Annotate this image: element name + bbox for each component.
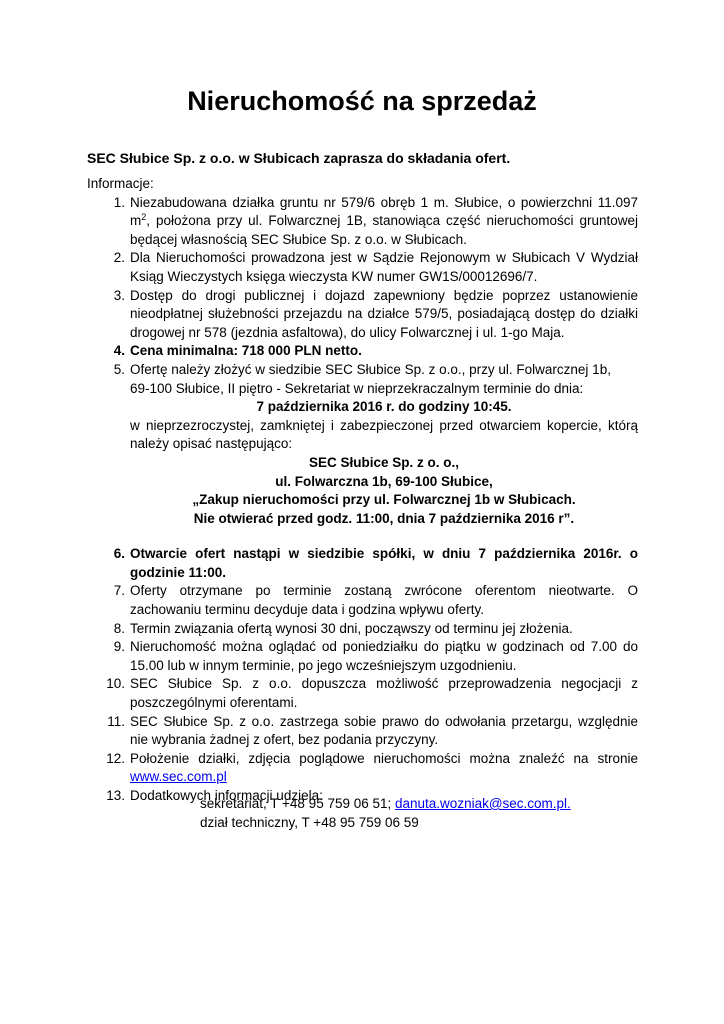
list-item	[87, 713, 638, 750]
contact-secretariat: sekretariat, T +48 95 759 06 51; danuta.wozniak@sec.com.pl.	[200, 796, 571, 811]
email-link[interactable]: danuta.wozniak@sec.com.pl.	[395, 796, 571, 811]
list-item	[87, 287, 638, 343]
list-item	[87, 750, 638, 787]
info-list	[87, 194, 638, 806]
website-link[interactable]: www.sec.com.pl	[130, 769, 227, 785]
item-number: 4.	[113, 343, 125, 359]
item-number: 7.	[113, 583, 125, 599]
deadline: 7 października 2016 r. do godziny 10:45.	[256, 399, 512, 415]
list-item	[87, 620, 638, 639]
item-text: SEC Słubice Sp. z o.o. zastrzega sobie prawo do odwołania przetargu, względnie nie wybrania żadnej z ofert, bez podania przyczyny.	[130, 713, 638, 748]
page-title: Nieruchomość na sprzedaż	[187, 86, 537, 116]
item-number: 1.	[113, 194, 125, 210]
item-number: 12.	[106, 750, 125, 766]
item-text: Termin związania ofertą wynosi 30 dni, począwszy od terminu jej złożenia.	[130, 620, 573, 636]
intro-label: Informacje:	[87, 176, 154, 191]
item-text: Dla Nieruchomości prowadzona jest w Sądzie Rejonowym w Słubicach V Wydział Ksiąg Wieczystych księga wieczysta KW numer GW1S/00012696/7.	[130, 250, 638, 284]
list-item	[87, 249, 638, 286]
envelope-line: Nie otwierać przed godz. 11:00, dnia 7 października 2016 r”.	[193, 510, 575, 526]
item-text: Ofertę należy złożyć w siedzibie SEC Słubice Sp. z o.o., przy ul. Folwarcznej 1b, 69-100 Słubice, II piętro - Sekretariat w nieprzekraczalnym terminie do dnia: 7 października 2016 r. do godziny 10:45. w nieprzezroczystej, zamkniętej i zabezpieczonej przed otwarciem kopercie, którą należy opisać następująco: SEC Słubice Sp. z o. o., ul. Folwarczna 1b, 69-100 Słubice, „Zakup nieruchomości przy ul. Folwarcznej 1b w Słubicach. Nie otwierać przed godz. 11:00, dnia 7 października 2016 r”.	[130, 361, 638, 545]
list-item	[87, 675, 638, 712]
item-text: Niezabudowana działka gruntu nr 579/6 obręb 1 m. Słubice, o powierzchni 11.097 $m^2$, położona przy ul. Folwarcznej 1B, stanowiąca część nieruchomości gruntowej będącej własnością SEC Słubice Sp. z o.o. w Słubicach.	[130, 194, 638, 247]
item-number: 3.	[113, 287, 125, 303]
minimum-price: Cena minimalna: 718 000 PLN netto.	[130, 343, 362, 359]
item-number: 8.	[113, 620, 125, 636]
item-text: Otwarcie ofert nastąpi w siedzibie spółki, w dniu 7 października 2016r. o godzinie 11:00.	[130, 546, 638, 580]
item-text: Nieruchomość można oglądać od poniedziałku do piątku w godzinach od 7.00 do 15.00 lub w innym terminie, po jego wcześniejszym uzgodnieniu.	[130, 639, 638, 673]
envelope-line: ul. Folwarczna 1b, 69-100 Słubice,	[275, 473, 493, 489]
item-text: Położenie działki, zdjęcia poglądowe nieruchomości można znaleźć na stronie www.sec.com.pl	[130, 750, 638, 785]
list-item	[87, 582, 638, 619]
list-item	[87, 194, 638, 250]
list-item	[87, 638, 638, 675]
item-number: 2.	[113, 250, 125, 266]
list-item	[87, 361, 638, 545]
document-body	[87, 175, 638, 806]
item-text: Oferty otrzymane po terminie zostaną zwrócone oferentom nieotwarte. O zachowaniu terminu decyduje data i godzina wpływu oferty.	[130, 583, 638, 618]
item-text: Dostęp do drogi publicznej i dojazd zapewniony będzie poprzez ustanowienie nieodpłatnej służebności przejazdu na działce 579/5, posiadającą dostęp do działki drogowej nr 578 (jezdnia asfaltowa), do ulicy Folwarcznej i ul. 1-go Maja.	[130, 287, 638, 340]
item-number: 6.	[113, 546, 125, 562]
envelope-line: „Zakup nieruchomości przy ul. Folwarcznej 1b w Słubicach.	[192, 492, 576, 508]
item-text: Dodatkowych informacji udziela:	[130, 788, 323, 803]
item-text: SEC Słubice Sp. z o.o. dopuszcza możliwość przeprowadzenia negocjacji z poszczególnymi oferentami.	[130, 676, 638, 711]
item-number: 13.	[106, 788, 125, 803]
item-number: 10.	[106, 676, 125, 692]
contact-block	[200, 794, 640, 832]
item-number: 5.	[113, 361, 125, 377]
item-number: 9.	[113, 639, 125, 655]
envelope-line: SEC Słubice Sp. z o. o.,	[308, 454, 460, 470]
item-number: 11.	[107, 713, 125, 729]
superscript: 2	[141, 212, 147, 223]
contact-technical: dział techniczny, T +48 95 759 06 59	[200, 815, 419, 830]
list-item	[87, 545, 638, 582]
page-subtitle: SEC Słubice Sp. z o.o. w Słubicach zaprasza do składania ofert.	[87, 150, 511, 166]
list-item	[87, 342, 638, 361]
